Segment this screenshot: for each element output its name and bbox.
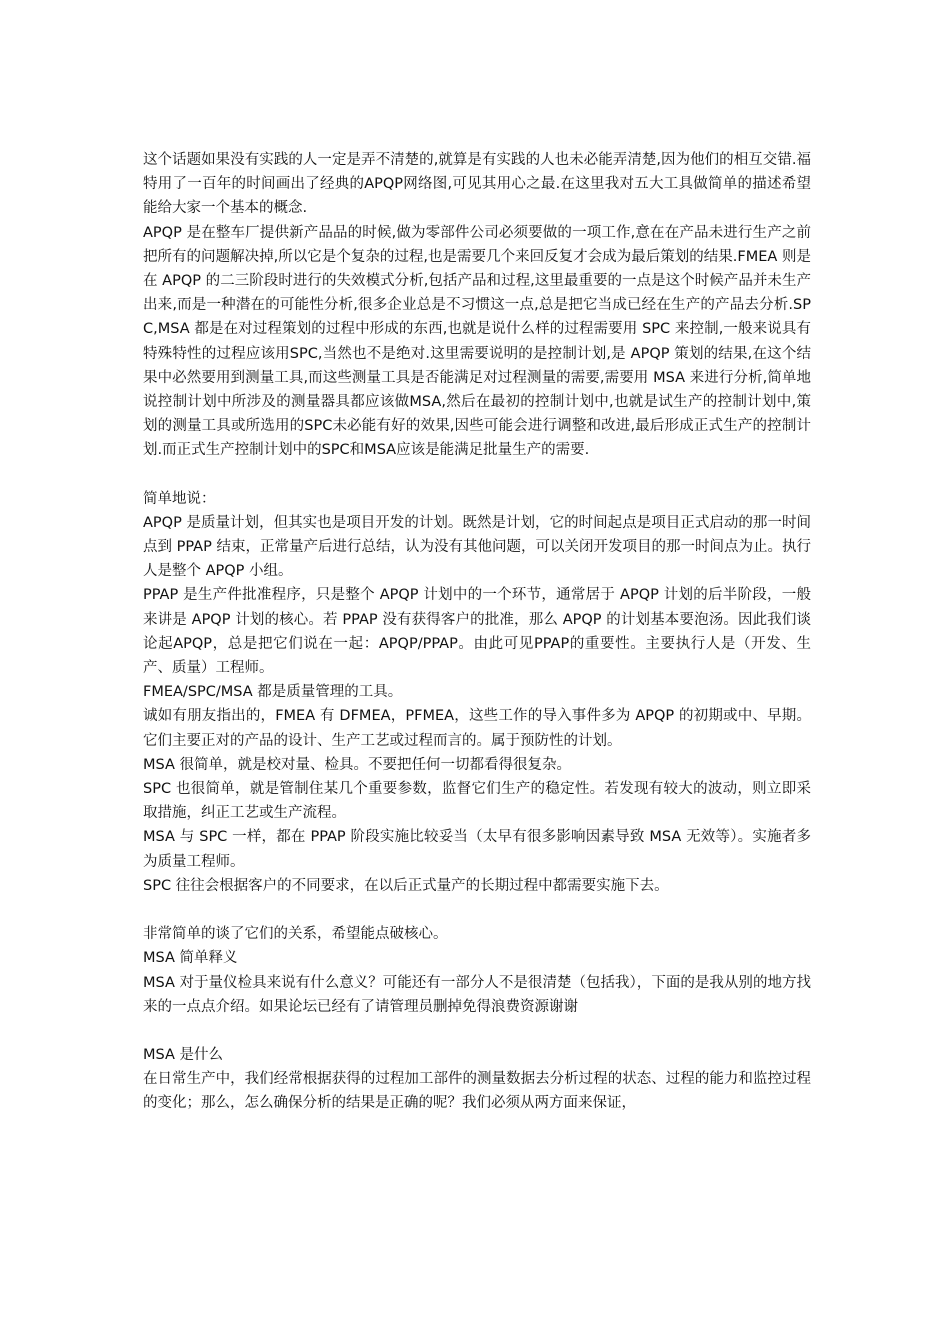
paragraph: MSA 对于量仪检具来说有什么意义？可能还有一部分人不是很清楚（包括我），下面的是我从别的地方找来的一点点介绍。如果论坛已经有了请管理员删掉免得浪费资源谢谢	[143, 974, 811, 1015]
paragraph: APQP 是质量计划，但其实也是项目开发的计划。既然是计划，它的时间起点是项目正式启动的那一时间点到 PPAP 结束，正常量产后进行总结，认为没有其他问题，可以关闭开发项目的那一时间点为止。执行人是整个 APQP 小组。	[143, 514, 811, 580]
paragraph: SPC 也很简单，就是管制住某几个重要参数，监督它们生产的稳定性。若发现有较大的波动，则立即采取措施，纠正工艺或生产流程。	[143, 781, 811, 822]
paragraph-spacer	[143, 1019, 811, 1043]
paragraph: 在日常生产中，我们经常根据获得的过程加工部件的测量数据去分析过程的状态、过程的能力和监控过程的变化；那么，怎么确保分析的结果是正确的呢？我们必须从两方面来保证，	[143, 1071, 811, 1112]
paragraph: MSA 简单释义	[143, 950, 238, 967]
paragraph-spacer	[143, 463, 811, 487]
paragraph: MSA 很简单，就是校对量、检具。不要把任何一切都看得很复杂。	[143, 756, 572, 773]
paragraph: APQP 是在整车厂提供新产品品的时候,做为零部件公司必须要做的一项工作,意在在产品未进行生产之前把所有的问题解决掉,所以它是个复杂的过程,也是需要几个来回反复才会成为最后策划的结果.FMEA 则是在 APQP 的二三阶段时进行的失效模式分析,包括产品和过程,这里最重要的一点是这个时候产品并未生产出来,而是一种潜在的可能性分析,很多企业总是不习惯这一点,总是把它当成已经在生产的产品去分析.SPC,MSA 都是在对过程策划的过程中形成的东西,也就是说什么样的过程需要用 SPC 来控制,一般来说具有特殊特性的过程应该用SPC,当然也不是绝对.这里需要说明的是控制计划,是 APQP 策划的结果,在这个结果中必然要用到测量工具,而这些测量工具是否能满足对过程测量的需要,需要用 MSA 来进行分析,简单地说控制计划中所涉及的测量器具都应该做MSA,然后在最初的控制计划中,也就是试生产的控制计划中,策划的测量工具或所选用的SPC未必能有好的效果,因些可能会进行调整和改进,最后形成正式生产的控制计划.而正式生产控制计划中的SPC和MSA应该是能满足批量生产的需要.	[143, 224, 811, 459]
document-body	[143, 148, 811, 1116]
paragraph: 这个话题如果没有实践的人一定是弄不清楚的,就算是有实践的人也未必能弄清楚,因为他们的相互交错.福特用了一百年的时间画出了经典的APQP网络图,可见其用心之最.在这里我对五大工具做简单的描述希望能给大家一个基本的概念.	[143, 152, 811, 217]
paragraph: 非常简单的谈了它们的关系，希望能点破核心。	[143, 926, 448, 943]
paragraph: PPAP 是生产件批准程序，只是整个 APQP 计划中的一个环节，通常居于 APQP 计划的后半阶段，一般来讲是 APQP 计划的核心。若 PPAP 没有获得客户的批准，那么 APQP 的计划基本要泡汤。因此我们谈论起APQP，总是把它们说在一起：APQP/PPAP。由此可见PPAP的重要性。主要执行人是（开发、生产、质量）工程师。	[143, 587, 811, 677]
paragraph: 诚如有朋友指出的，FMEA 有 DFMEA，PFMEA，这些工作的导入事件多为 APQP 的初期或中、早期。它们主要正对的产品的设计、生产工艺或过程而言的。属于预防性的计划。	[143, 708, 811, 749]
paragraph: MSA 与 SPC 一样，都在 PPAP 阶段实施比较妥当（太早有很多影响因素导致 MSA 无效等）。实施者多为质量工程师。	[143, 829, 811, 870]
paragraph: SPC 往往会根据客户的不同要求，在以后正式量产的长期过程中都需要实施下去。	[143, 877, 669, 894]
paragraph: FMEA/SPC/MSA 都是质量管理的工具。	[143, 684, 403, 701]
paragraph: MSA 是什么	[143, 1046, 224, 1063]
paragraph: 简单地说：	[143, 490, 216, 507]
paragraph-spacer	[143, 898, 811, 922]
